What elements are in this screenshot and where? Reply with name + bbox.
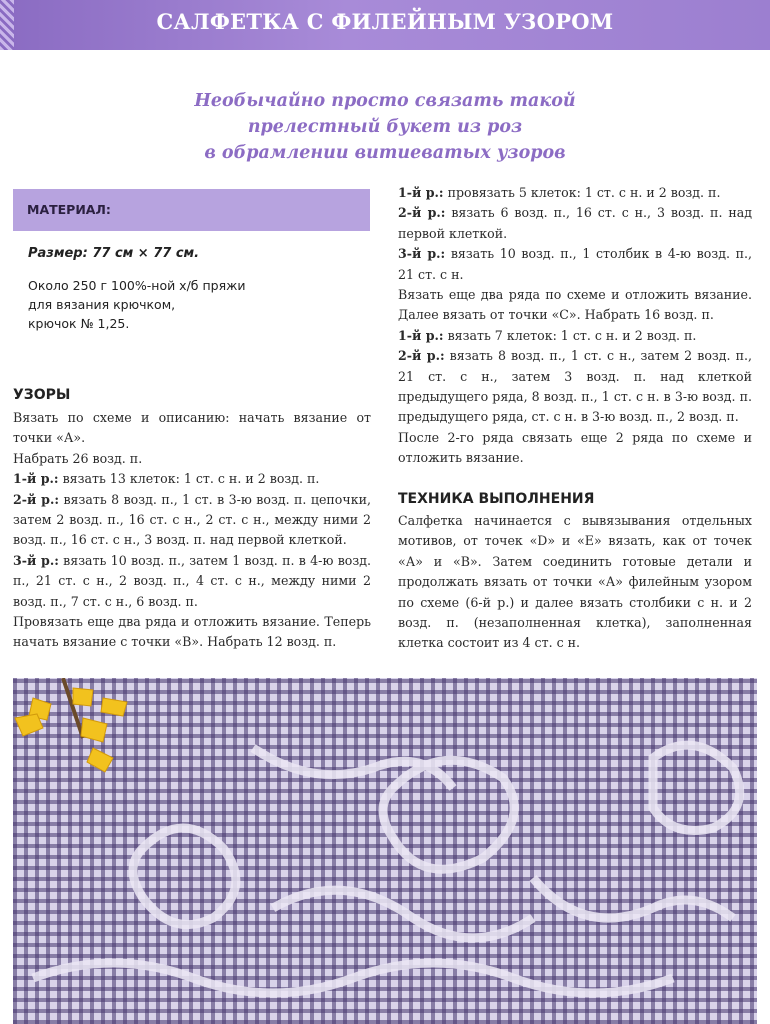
yarn-text xyxy=(28,276,246,333)
rose-motif-right xyxy=(653,745,740,830)
row-1-text: вязать 13 клеток: 1 ст. с н. и 2 возд. п. xyxy=(58,471,320,487)
c-row-2-text: вязать 8 возд. п., 1 ст. с н., затем 2 возд. п., 21 ст. с н., затем 3 возд. п. над клеткой предыдущего ряда, 8 возд. п., 1 ст. с н. в 3-ю возд. п. предыдущего ряда, ст. с н. в 3-ю возд. п., 2 возд. п. xyxy=(398,348,752,425)
b-row-1-label: 1-й р.: xyxy=(398,185,444,200)
size-text: Размер: 77 см × 77 см. xyxy=(28,246,200,261)
row-1-instruction xyxy=(13,469,371,489)
patterns-cast-on: Набрать 26 возд. п. xyxy=(13,450,143,466)
right-mid-paragraph: Вязать еще два ряда по схеме и отложить вязание. Далее вязать от точки «С». Набрать 16 возд. п. xyxy=(398,287,752,323)
c-row-1-text: вязать 7 клеток: 1 ст. с н. и 2 возд. п. xyxy=(443,327,697,343)
leaf-swirl-3 xyxy=(533,878,733,918)
doily-photo xyxy=(13,678,757,1024)
leaf-swirl-1 xyxy=(253,748,453,788)
b-row-3-instruction xyxy=(398,244,752,285)
right-column xyxy=(398,183,752,469)
row-3-label: 3-й р.: xyxy=(13,552,59,568)
patterns-column xyxy=(13,408,371,653)
rose-motif-left xyxy=(133,828,236,925)
c-row-1-instruction xyxy=(398,326,752,346)
yarn-line-2: для вязания крючком, xyxy=(28,297,176,312)
b-row-3-text: вязать 10 возд. п., 1 столбик в 4-ю возд. п., 21 ст. с н. xyxy=(398,246,752,282)
c-row-1-label: 1-й р.: xyxy=(398,327,444,343)
leaf-swirl-2 xyxy=(273,890,533,938)
b-row-2-label: 2-й р.: xyxy=(398,205,446,221)
right-after-paragraph: После 2-го ряда связать еще 2 ряда по схеме и отложить вязание. xyxy=(398,429,752,466)
b-row-3-label: 3-й р.: xyxy=(398,246,446,262)
row-3-instruction xyxy=(13,551,371,612)
yarn-line-1: Около 250 г 100%-ной х/б пряжи xyxy=(28,278,246,293)
border-scroll xyxy=(33,963,673,993)
page-header xyxy=(0,0,770,50)
row-2-text: вязать 8 возд. п., 1 ст. в 3-ю возд. п. цепочки, затем 2 возд. п., 16 ст. с н., 2 ст. с н., между ними 2 возд. п., 16 ст. с н., 3 возд. п. над первой клеткой. xyxy=(13,491,371,548)
row-1-label: 1-й р.: xyxy=(13,471,59,487)
subtitle-line-2: прелестный букет из роз xyxy=(247,117,523,137)
material-label: МАТЕРИАЛ: xyxy=(27,202,111,217)
patterns-intro: Вязать по схеме и описанию: начать вязание от точки «А». xyxy=(13,410,371,446)
subtitle xyxy=(0,88,770,166)
yarn-line-3: крючок № 1,25. xyxy=(28,316,130,331)
subtitle-line-1: Необычайно просто связать такой xyxy=(194,91,576,111)
technique-heading: ТЕХНИКА ВЫПОЛНЕНИЯ xyxy=(398,491,595,507)
c-row-2-label: 2-й р.: xyxy=(398,348,445,364)
page-title: САЛФЕТКА С ФИЛЕЙНЫМ УЗОРОМ xyxy=(156,9,614,34)
technique-text: Салфетка начинается с вывязывания отдельных мотивов, от точек «D» и «Е» вязать, как от точек «А» и «В». Затем соединить готовые детали и продолжать вязать от точки «А» филейным узором по схеме (6-й р.) и далее вязать столбики с н. и 2 возд. п. (незаполненная клетка), заполненная клетка состоит из 4 ст. с н. xyxy=(398,513,752,651)
technique-column xyxy=(398,511,752,654)
row-2-instruction xyxy=(13,490,371,551)
row-2-label: 2-й р.: xyxy=(13,491,59,507)
patterns-ending: Провязать еще два ряда и отложить вязание. Теперь начать вязание с точки «В». Набрать 12 возд. п. xyxy=(13,614,371,650)
b-row-1-text: провязать 5 клеток: 1 ст. с н. и 2 возд. п. xyxy=(443,185,721,200)
row-3-text: вязать 10 возд. п., затем 1 возд. п. в 4-ю возд. п., 21 ст. с н., 2 возд. п., 4 ст. с н., между ними 2 возд. п., 7 ст. с н., 6 возд. п. xyxy=(13,552,371,609)
forsythia-flower xyxy=(13,678,143,778)
material-label-bar xyxy=(13,189,370,231)
b-row-1-instruction xyxy=(398,183,752,203)
b-row-2-text: вязать 6 возд. п., 16 ст. с н., 3 возд. п. над первой клеткой. xyxy=(398,205,752,241)
patterns-heading: УЗОРЫ xyxy=(13,387,71,403)
subtitle-line-3: в обрамлении витиеватых узоров xyxy=(204,143,566,163)
b-row-2-instruction xyxy=(398,203,752,244)
c-row-2-instruction xyxy=(398,346,752,428)
